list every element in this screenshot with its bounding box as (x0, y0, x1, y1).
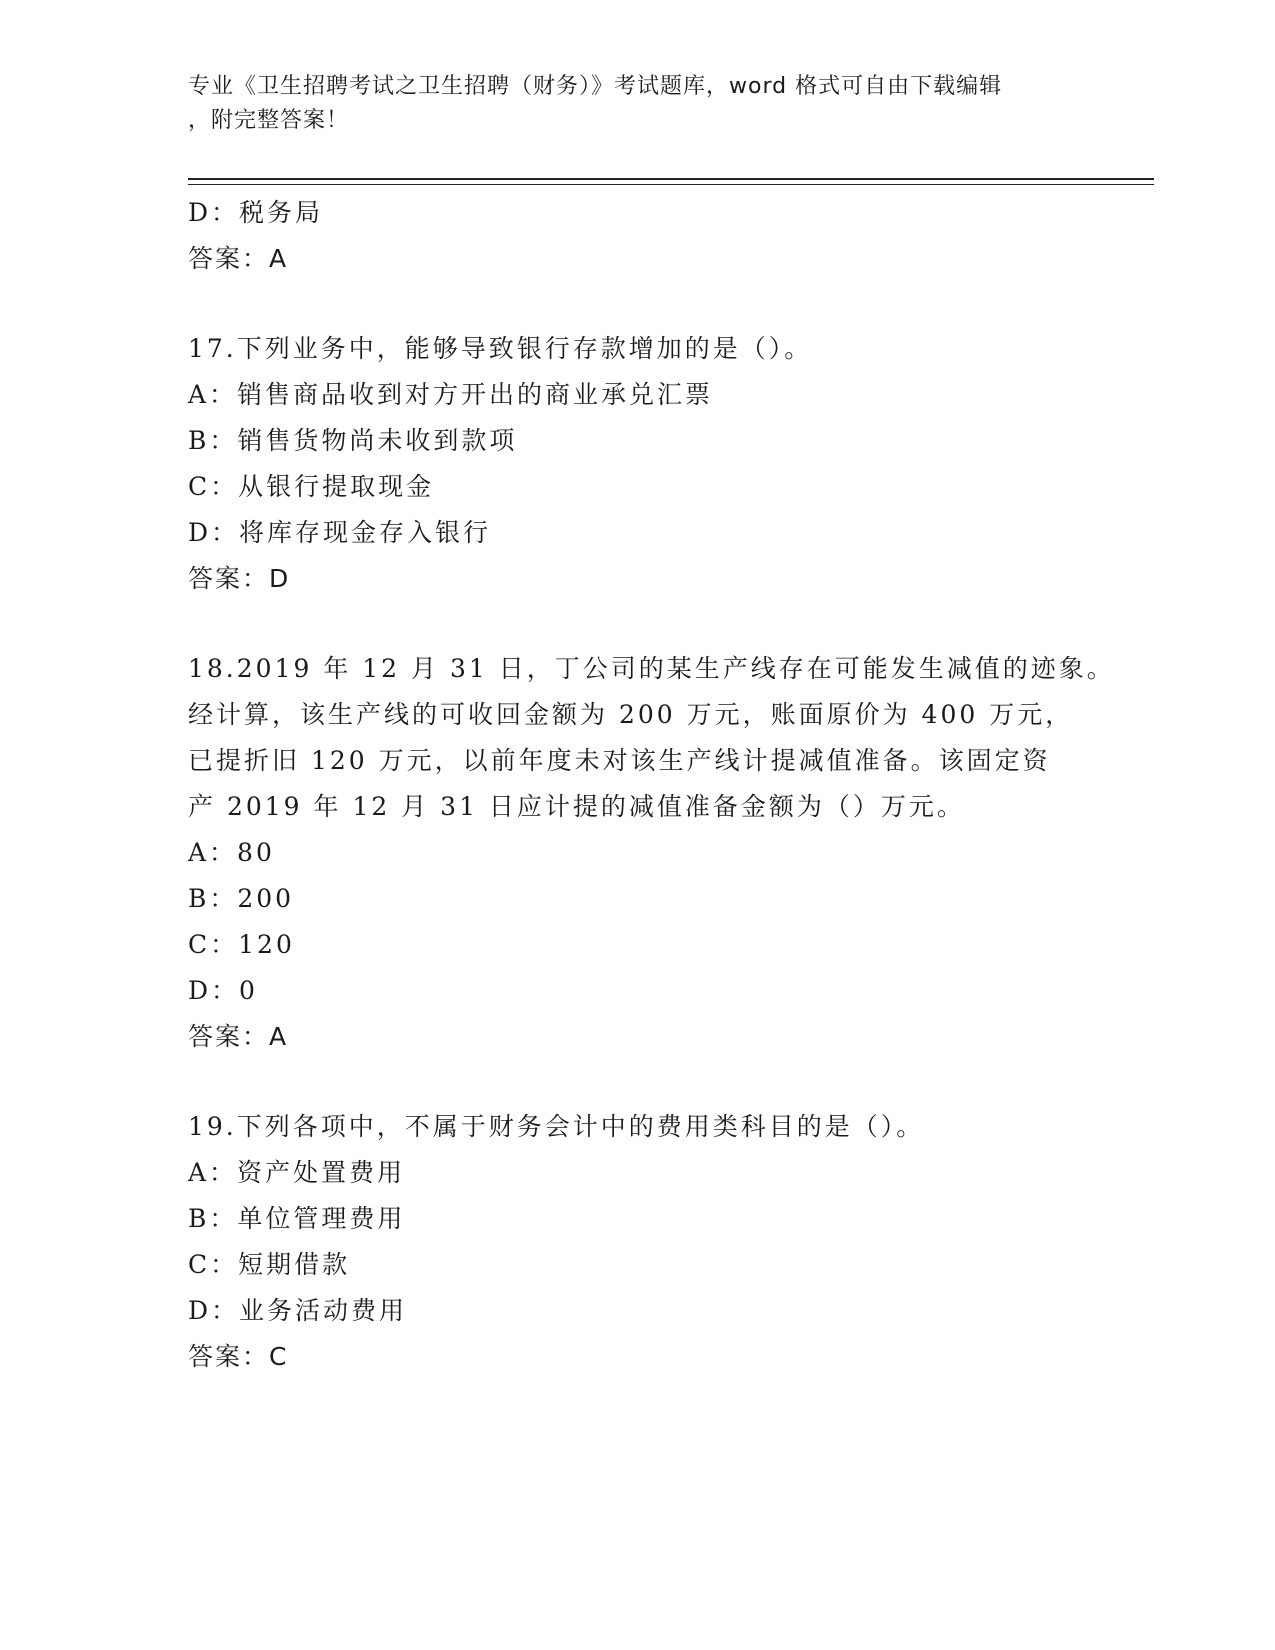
header-divider-thick (188, 178, 1154, 180)
option-a: A：资产处置费用 (188, 1158, 406, 1187)
option-d: D：税务局 (188, 198, 324, 227)
header-divider-thin (188, 184, 1154, 185)
previous-question-tail (188, 190, 1088, 282)
option-b: B：200 (188, 884, 295, 913)
option-a: A：80 (188, 838, 275, 867)
option-a: A：销售商品收到对方开出的商业承兑汇票 (188, 380, 714, 409)
question-17 (188, 326, 1088, 602)
question-stem-line-4: 产 2019 年 12 月 31 日应计提的减值准备金额为（）万元。 (188, 792, 965, 821)
option-b: B：单位管理费用 (188, 1204, 406, 1233)
option-d: D：0 (188, 976, 258, 1005)
header-title-line-1: 专业《卫生招聘考试之卫生招聘（财务）》考试题库，word 格式可自由下载编辑 (188, 74, 1003, 99)
question-content (188, 190, 1115, 1380)
question-stem: 19.下列各项中，不属于财务会计中的费用类科目的是（）。 (188, 1112, 925, 1141)
option-c: C：短期借款 (188, 1250, 351, 1279)
option-d: D：将库存现金存入银行 (188, 518, 492, 547)
spacer (188, 282, 1088, 326)
question-stem-line-1: 18.2019 年 12 月 31 日，丁公司的某生产线存在可能发生减值的迹象。 (188, 654, 1115, 683)
question-stem-line-2: 经计算，该生产线的可收回金额为 200 万元，账面原价为 400 万元， (188, 700, 1074, 729)
option-b: B：销售货物尚未收到款项 (188, 426, 518, 455)
spacer (188, 602, 1088, 646)
question-18 (188, 646, 1115, 1060)
option-c: C：从银行提取现金 (188, 472, 435, 501)
answer-line: 答案：A (188, 244, 289, 273)
question-19 (188, 1104, 1088, 1380)
question-stem-line-3: 已提折旧 120 万元，以前年度未对该生产线计提减值准备。该固定资 (188, 746, 1051, 775)
answer-line: 答案：A (188, 1022, 289, 1051)
question-stem: 17.下列业务中，能够导致银行存款增加的是（）。 (188, 334, 813, 363)
spacer (188, 1060, 1088, 1104)
answer-line: 答案：D (188, 564, 291, 593)
option-d: D：业务活动费用 (188, 1296, 408, 1325)
option-c: C：120 (188, 930, 295, 959)
header-title-line-2: ，附完整答案！ (188, 108, 350, 133)
document-header (188, 70, 1068, 138)
answer-line: 答案：C (188, 1342, 289, 1371)
